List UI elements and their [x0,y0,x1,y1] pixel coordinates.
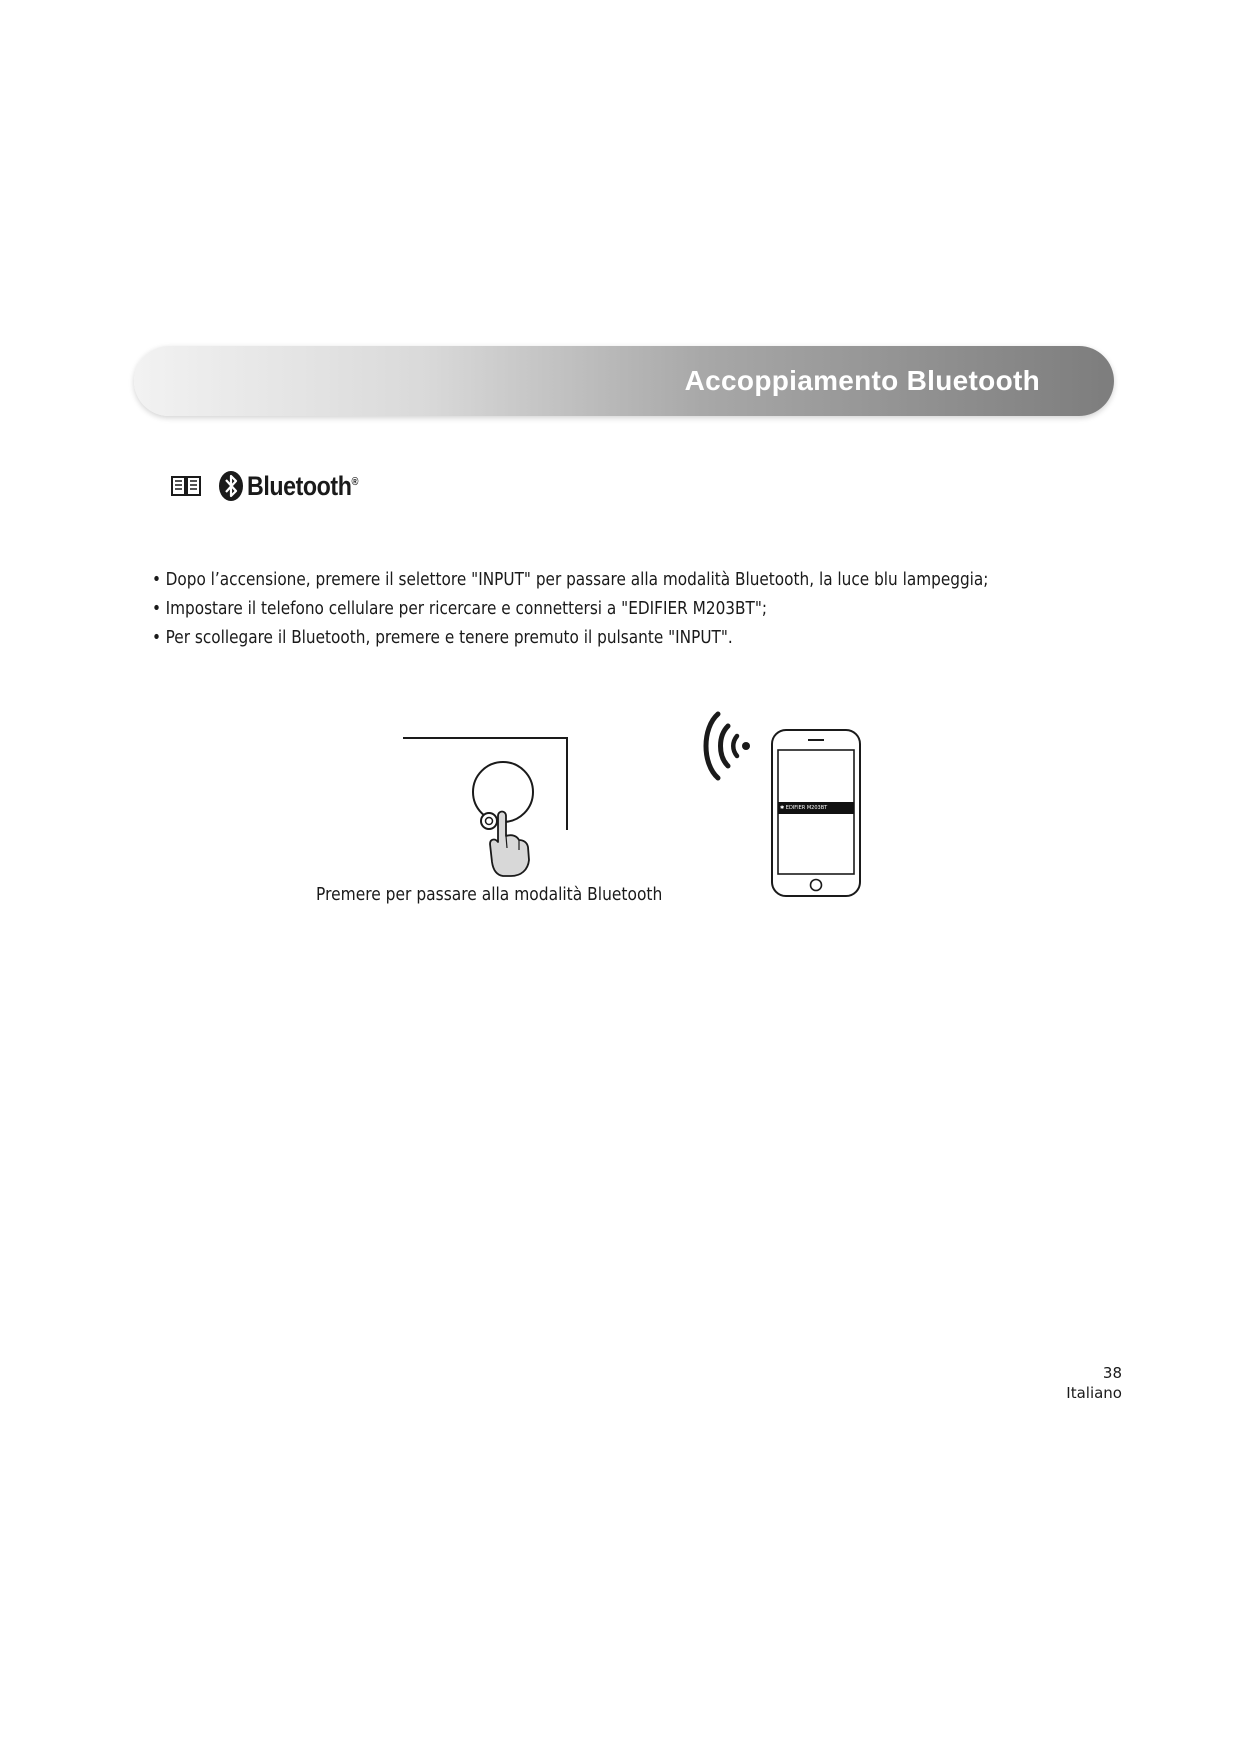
instruction-text: Dopo l’accensione, premere il selettore "INPUT" per passare alla modalità Bluetooth, la luce blu lampeggia; [165,569,989,590]
illustration-caption: Premere per passare alla modalità Bluetooth [316,884,663,905]
list-item [152,623,988,652]
phone-device-list-item [780,802,852,814]
bluetooth-wordmark [247,471,358,502]
page-number: 38 [1102,1364,1122,1382]
input-knob-press-icon [395,728,585,878]
list-item [152,594,988,623]
smartphone-icon [770,728,864,898]
phone-device-name: EDIFIER M203BT [785,805,828,811]
bullet-glyph: • [152,627,162,648]
page-title: Accoppiamento Bluetooth [684,365,1040,396]
open-book-icon [170,474,202,498]
bluetooth-logo-row [170,468,376,504]
section-title-bar [134,346,1114,416]
wireless-signal-icon [694,708,754,784]
page-language: Italiano [1066,1384,1122,1402]
registered-mark: ® [351,475,359,488]
bullet-glyph: • [152,569,162,590]
instruction-text: Per scollegare il Bluetooth, premere e tenere premuto il pulsante "INPUT". [165,627,733,648]
phone-bluetooth-icon: ✱ [780,805,786,811]
list-item [152,565,988,594]
instruction-list [152,565,1136,652]
bluetooth-word: Bluetooth [247,470,352,501]
bullet-glyph: • [152,598,162,619]
instruction-text: Impostare il telefono cellulare per ricercare e connettersi a "EDIFIER M203BT"; [165,598,768,619]
bluetooth-icon [218,470,244,502]
